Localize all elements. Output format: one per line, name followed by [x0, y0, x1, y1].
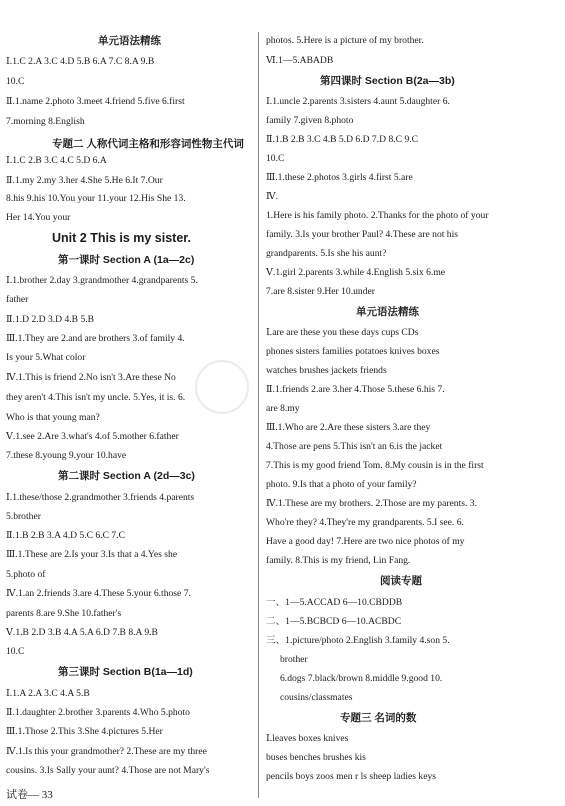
answer-line: family. 3.Is your brother Paul? 4.These are not his — [266, 229, 459, 240]
answer-line: 7.This is my good friend Tom. 8.My cousin is in the first — [266, 460, 484, 471]
answer-line: Have a good day! 7.Here are two nice photos of my — [266, 536, 465, 547]
answer-line: 三、1.picture/photo 2.English 3.family 4.son 5. — [266, 635, 450, 646]
answer-line: Who is that young man? — [6, 412, 100, 423]
answer-line: Ⅱ.1.name 2.photo 3.meet 4.friend 5.five 6.first — [6, 96, 185, 107]
answer-line: buses benches brushes kis — [266, 752, 366, 763]
answer-line: Ⅲ.1.They are 2.and are brothers 3.of family 4. — [6, 333, 185, 344]
answer-line: Ⅰ.1.A 2.A 3.C 4.A 5.B — [6, 688, 90, 699]
answer-line: Ⅰ.leaves boxes knives — [266, 733, 349, 744]
answer-line: Ⅰ.are are these you these days cups CDs — [266, 327, 419, 338]
answer-line: 8.his 9.his 10.You your 11.your 12.His She 13. — [6, 193, 186, 204]
answer-line: Ⅱ.1.B 2.B 3.C 4.B 5.D 6.D 7.D 8.C 9.C — [266, 134, 419, 145]
answer-line: Her 14.You your — [6, 212, 71, 223]
answer-line: Ⅴ.1.B 2.D 3.B 4.A 5.A 6.D 7.B 8.A 9.B — [6, 627, 158, 638]
section-heading: 单元语法精练 — [356, 306, 419, 318]
answer-line: cousins/classmates — [280, 692, 353, 703]
section-heading: Unit 2 This is my sister. — [52, 231, 191, 245]
section-heading: 第二课时 Section A (2d—3c) — [58, 470, 195, 482]
answer-line: parents 8.are 9.She 10.father's — [6, 608, 122, 619]
answer-line: grandparents. 5.Is she his aunt? — [266, 248, 387, 259]
answer-line: Ⅰ.1.brother 2.day 3.grandmother 4.grandparents 5. — [6, 275, 198, 286]
answer-line: 5.photo of — [6, 569, 46, 580]
answer-line: 一、1—5.ACCAD 6—10.CBDDB — [266, 597, 403, 608]
answer-line: Ⅱ.1.friends 2.are 3.her 4.Those 5.these 6.his 7. — [266, 384, 445, 395]
answer-line: Ⅱ.1.D 2.D 3.D 4.B 5.B — [6, 314, 95, 325]
answer-line: Ⅳ.1.This is friend 2.No isn't 3.Are these No — [6, 372, 176, 383]
section-heading: 单元语法精练 — [98, 35, 161, 47]
answer-line: watches brushes jackets friends — [266, 365, 387, 376]
answer-line: Ⅳ.1.an 2.friends 3.are 4.These 5.your 6.those 7. — [6, 588, 191, 599]
answer-line: Who're they? 4.They're my grandparents. 5.I see. 6. — [266, 517, 464, 528]
watermark-logo — [487, 760, 557, 800]
answer-line: pencils boys zoos men r ls sheep ladies keys — [266, 771, 436, 782]
section-heading: 第三课时 Section B(1a—1d) — [58, 666, 193, 678]
answer-line: Ⅳ.1.These are my brothers. 2.Those are my parents. 3. — [266, 498, 477, 509]
answer-line: Ⅰ.1.C 2.B 3.C 4.C 5.D 6.A — [6, 155, 107, 166]
answer-line: 4.Those are pens 5.This isn't an 6.is the jacket — [266, 441, 443, 452]
section-heading: 专题二 人称代词主格和形容词性物主代词 — [52, 138, 244, 150]
answer-line: brother — [280, 654, 308, 665]
answer-line: photo. 9.Is that a photo of your family? — [266, 479, 417, 490]
answer-line: 10.C — [6, 646, 25, 657]
answer-line: family. 8.This is my friend, Lin Fang. — [266, 555, 411, 566]
answer-line: Ⅵ.1—5.ABADB — [266, 55, 334, 66]
answer-line: 7.these 8.young 9.your 10.have — [6, 450, 127, 461]
answer-line: 6.dogs 7.black/brown 8.middle 9.good 10. — [280, 673, 443, 684]
answer-line: 10.C — [6, 76, 25, 87]
section-heading: 阅读专题 — [380, 575, 422, 587]
answer-line: 10.C — [266, 153, 285, 164]
answer-line: 7.morning 8.English — [6, 116, 85, 127]
section-heading: 专题三 名词的数 — [340, 712, 417, 724]
answer-line: Ⅴ.1.see 2.Are 3.what's 4.of 5.mother 6.father — [6, 431, 179, 442]
answer-line: Ⅳ. — [266, 191, 278, 202]
answer-line: are 8.my — [266, 403, 300, 414]
answer-line: phones sisters families potatoes knives boxes — [266, 346, 440, 357]
answer-line: 7.are 8.sister 9.Her 10.under — [266, 286, 375, 297]
watermark-seal — [195, 360, 249, 414]
answer-line: 二、1—5.BCBCD 6—10.ACBDC — [266, 616, 402, 627]
answer-line: Ⅰ.1.C 2.A 3.C 4.D 5.B 6.A 7.C 8.A 9.B — [6, 56, 155, 67]
answer-line: family 7.given 8.photo — [266, 115, 354, 126]
answer-line: Ⅱ.1.daughter 2.brother 3.parents 4.Who 5.photo — [6, 707, 190, 718]
answer-line: 1.Here is his family photo. 2.Thanks for the photo of your — [266, 210, 489, 221]
answer-line: Ⅱ.1.B 2.B 3.A 4.D 5.C 6.C 7.C — [6, 530, 125, 541]
section-heading: 第一课时 Section A (1a—2c) — [58, 254, 195, 266]
answer-line: Ⅲ.1.Who are 2.Are these sisters 3.are they — [266, 422, 431, 433]
answer-line: Ⅳ.1.Is this your grandmother? 2.These are my three — [6, 746, 207, 757]
answer-line: cousins. 3.Is Sally your aunt? 4.Those are not Mary's — [6, 765, 210, 776]
answer-line: Ⅴ.1.girl 2.parents 3.while 4.English 5.six 6.me — [266, 267, 446, 278]
answer-line: Is your 5.What color — [6, 352, 86, 363]
answer-line: 5.brother — [6, 511, 41, 522]
section-heading: 第四课时 Section B(2a—3b) — [320, 75, 455, 87]
answer-line: photos. 5.Here is a picture of my brother. — [266, 35, 424, 46]
answer-line: Ⅲ.1.Those 2.This 3.She 4.pictures 5.Her — [6, 726, 163, 737]
answer-line: Ⅲ.1.These are 2.Is your 3.Is that a 4.Yes she — [6, 549, 178, 560]
answer-line: father — [6, 294, 29, 305]
answer-line: they aren't 4.This isn't my uncle. 5.Yes, it is. 6. — [6, 392, 186, 403]
answer-line: Ⅰ.1.these/those 2.grandmother 3.friends 4.parents — [6, 492, 195, 503]
column-divider — [258, 32, 259, 798]
answer-line: Ⅰ.1.uncle 2.parents 3.sisters 4.aunt 5.daughter 6. — [266, 96, 450, 107]
page-footer: 试卷— 33 — [6, 789, 53, 801]
answer-line: Ⅲ.1.these 2.photos 3.girls 4.first 5.are — [266, 172, 413, 183]
answer-line: Ⅱ.1.my 2.my 3.her 4.She 5.He 6.It 7.Our — [6, 175, 163, 186]
